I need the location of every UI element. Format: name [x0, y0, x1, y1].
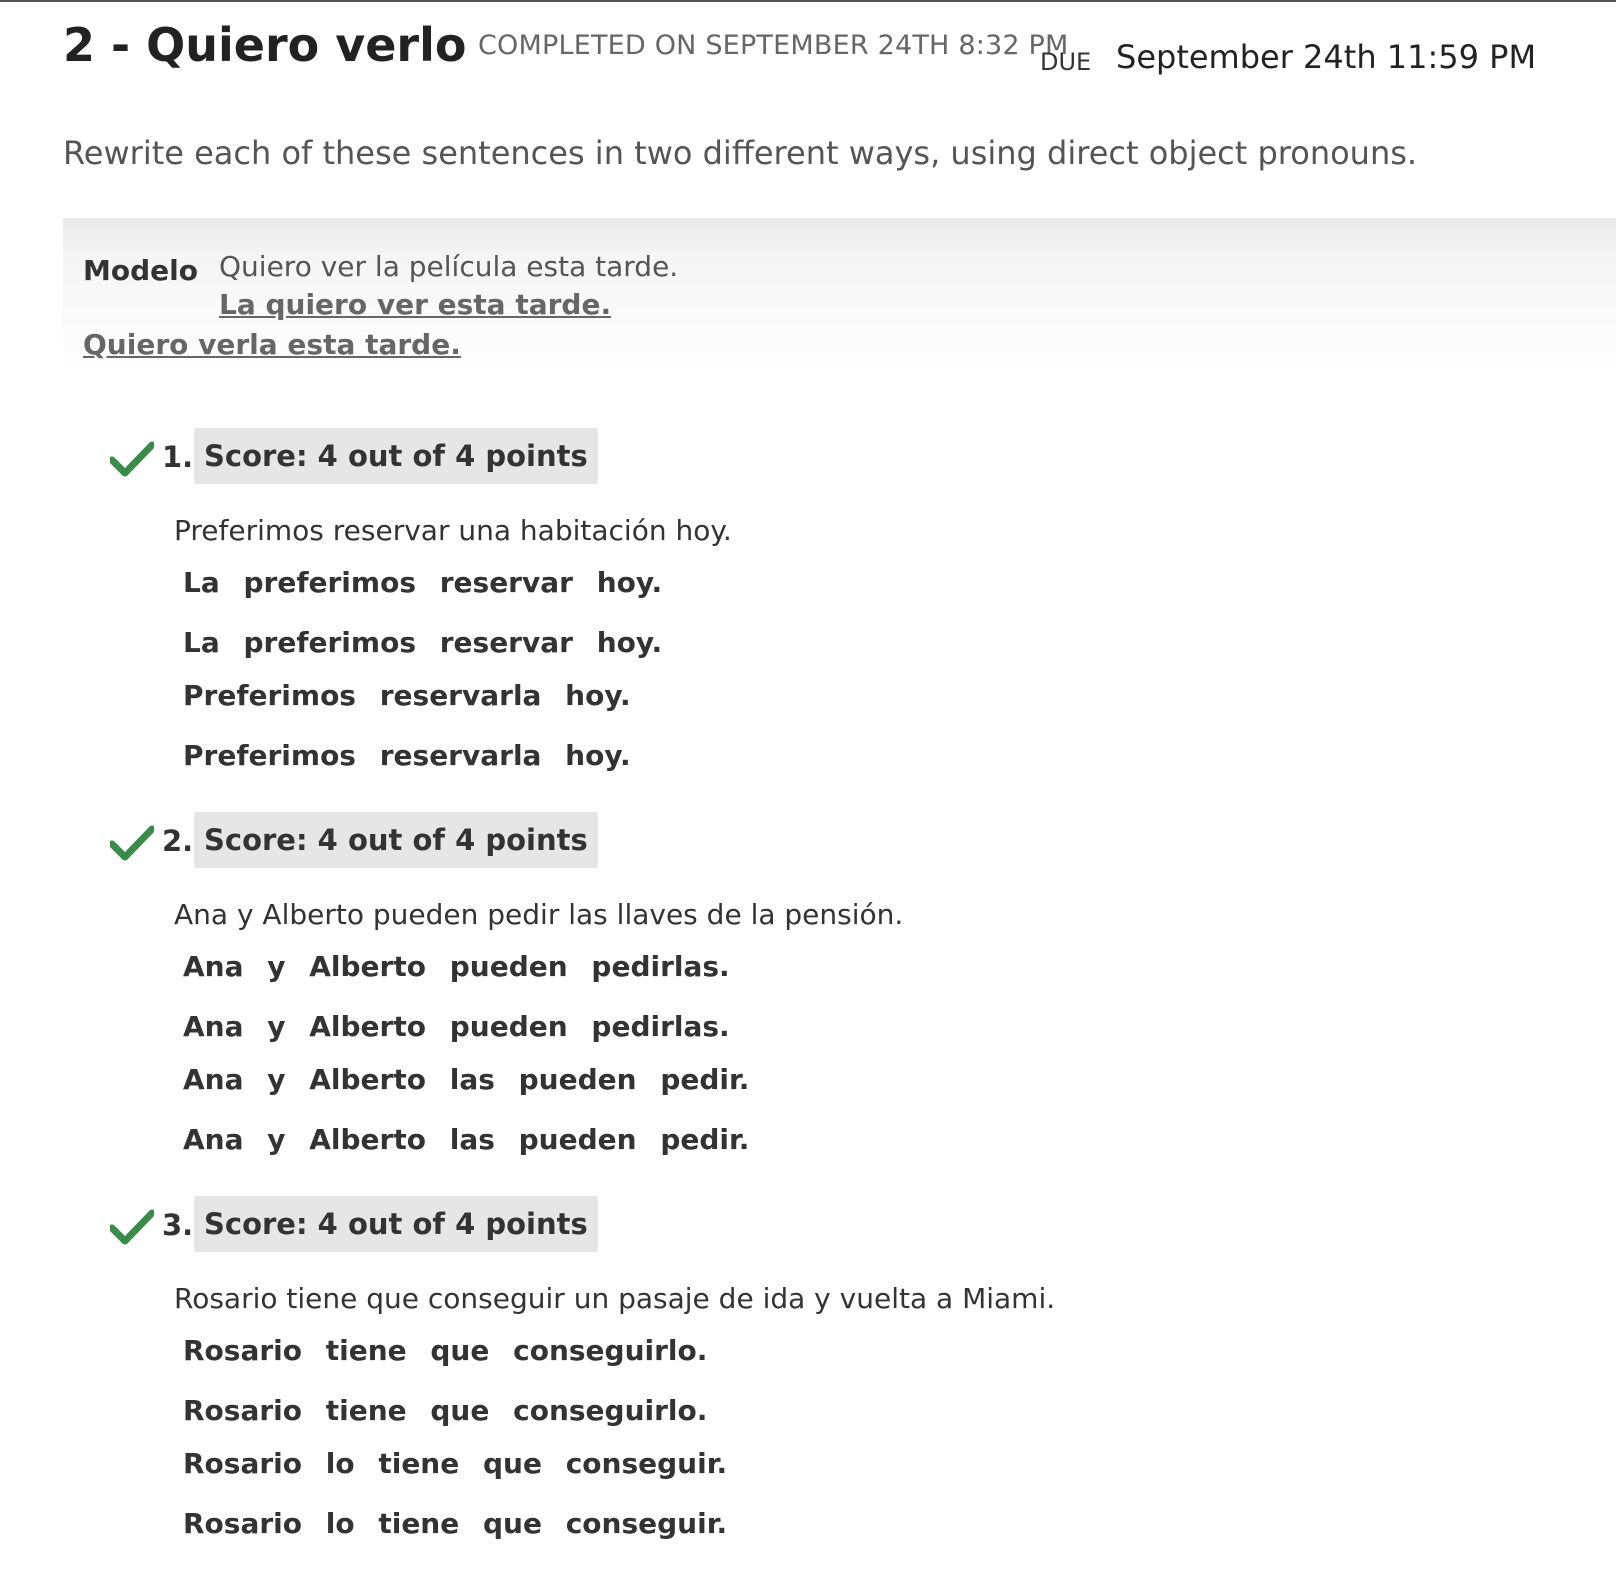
instructions: Rewrite each of these sentences in two different ways, using direct object pronouns. [63, 134, 1418, 172]
assignment-header [63, 14, 1603, 94]
model-example [63, 218, 1616, 376]
answer-correct-2: Ana y Alberto las pueden pedir. [183, 1123, 750, 1156]
model-answer-1: La quiero ver esta tarde. [219, 288, 612, 321]
answer-correct-2: Rosario lo tiene que conseguir. [183, 1507, 728, 1540]
page-title: 2 - Quiero verlo [63, 18, 467, 72]
question-1 [110, 428, 1510, 808]
answer-response-2: Preferimos reservarla hoy. [183, 679, 631, 712]
completed-status: COMPLETED ON SEPTEMBER 24TH 8:32 PM [478, 30, 1069, 61]
model-sentence: Quiero ver la película esta tarde. [219, 250, 679, 283]
answer-correct-1: Rosario tiene que conseguirlo. [183, 1394, 708, 1427]
top-divider [0, 0, 1616, 2]
question-3 [110, 1196, 1510, 1576]
due-date: September 24th 11:59 PM [1116, 38, 1537, 76]
checkmark-icon [110, 1208, 154, 1246]
model-label: Modelo [83, 254, 198, 287]
score-badge: Score: 4 out of 4 points [194, 1196, 598, 1252]
answer-response-1: La preferimos reservar hoy. [183, 566, 663, 599]
question-prompt: Rosario tiene que conseguir un pasaje de ida y vuelta a Miami. [174, 1282, 1056, 1315]
question-prompt: Ana y Alberto pueden pedir las llaves de la pensión. [174, 898, 904, 931]
checkmark-icon [110, 440, 154, 478]
question-number: 1. [162, 440, 194, 474]
question-prompt: Preferimos reservar una habitación hoy. [174, 514, 732, 547]
checkmark-icon [110, 824, 154, 862]
answer-response-2: Rosario lo tiene que conseguir. [183, 1447, 728, 1480]
due-label: DUE [1040, 48, 1092, 76]
answer-response-1: Rosario tiene que conseguirlo. [183, 1334, 708, 1367]
model-answer-2: Quiero verla esta tarde. [83, 328, 461, 361]
answer-correct-2: Preferimos reservarla hoy. [183, 739, 631, 772]
score-badge: Score: 4 out of 4 points [194, 428, 598, 484]
question-2 [110, 812, 1510, 1192]
question-number: 2. [162, 824, 194, 858]
answer-response-1: Ana y Alberto pueden pedirlas. [183, 950, 730, 983]
answer-correct-1: Ana y Alberto pueden pedirlas. [183, 1010, 730, 1043]
answer-response-2: Ana y Alberto las pueden pedir. [183, 1063, 750, 1096]
question-number: 3. [162, 1208, 194, 1242]
score-badge: Score: 4 out of 4 points [194, 812, 598, 868]
answer-correct-1: La preferimos reservar hoy. [183, 626, 663, 659]
